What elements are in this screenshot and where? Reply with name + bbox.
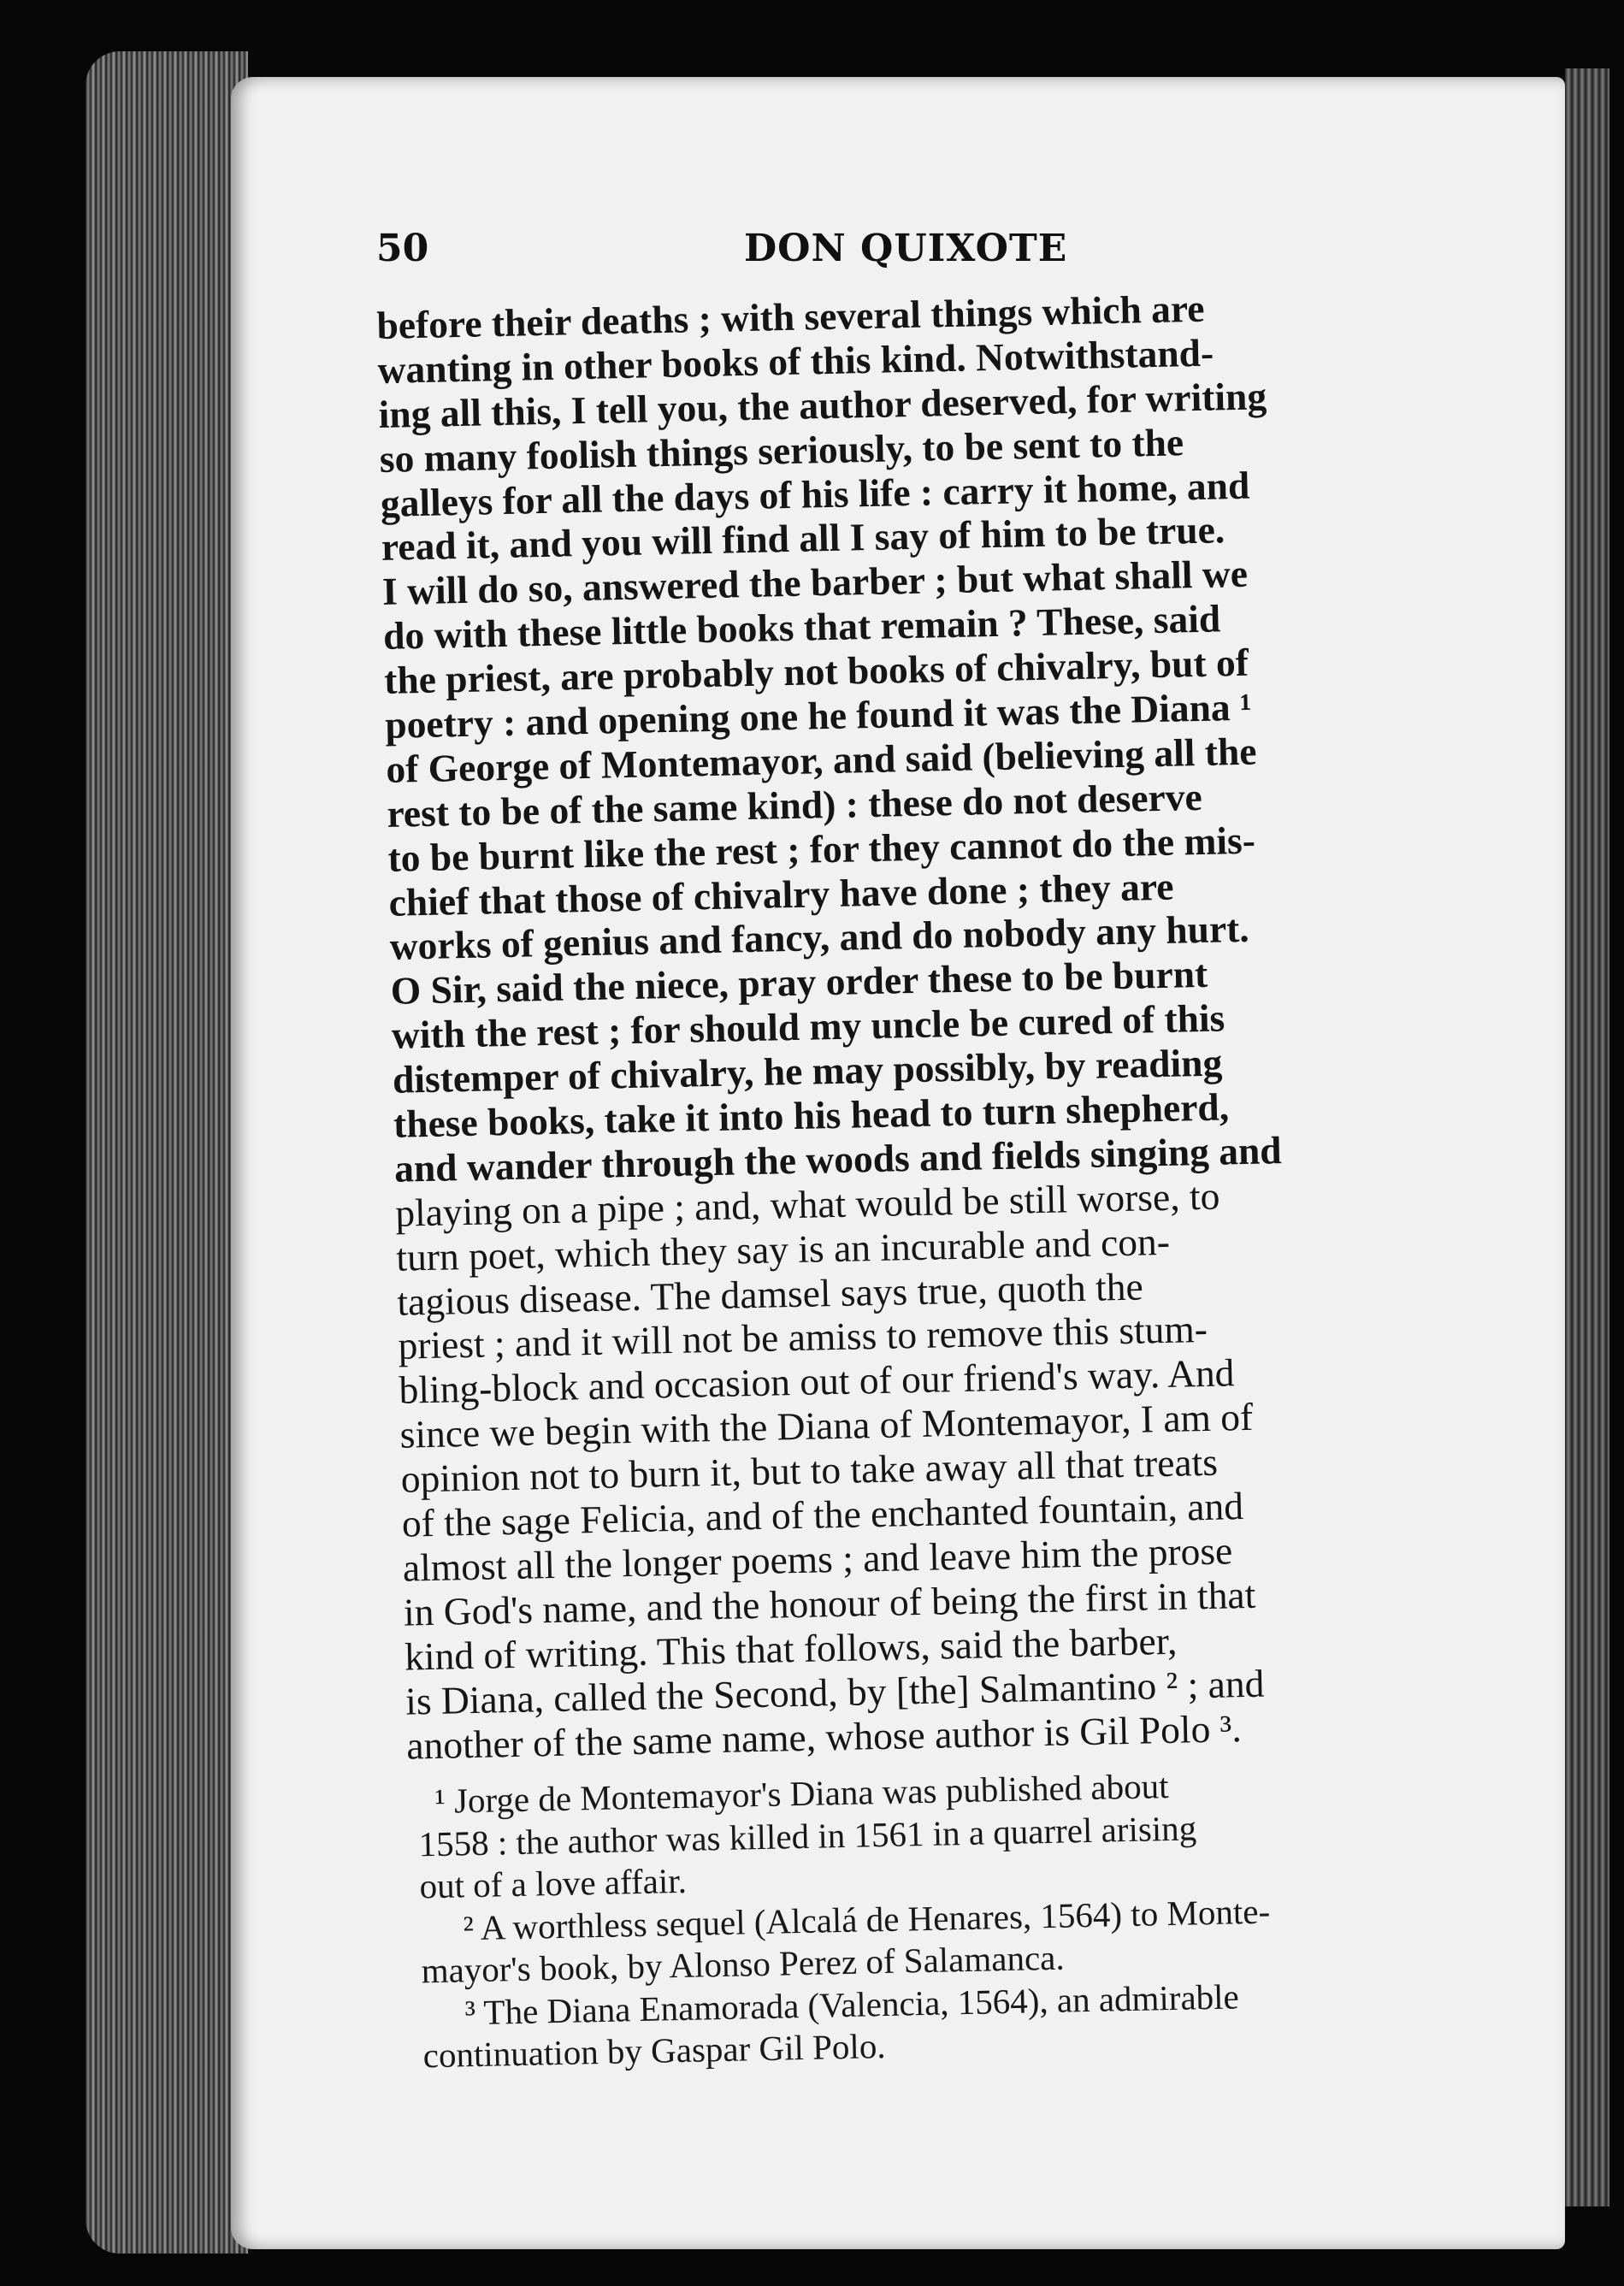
body-line: turn poet, which they say is an incurable and con- [395, 1219, 1171, 1279]
body-line: with the rest ; for should my uncle be cured of this [391, 995, 1225, 1058]
body-text [376, 281, 1519, 1768]
body-line: do with these little books that remain ? These, said [382, 596, 1221, 659]
body-line: almost all the longer poems ; and leave him the prose [402, 1528, 1233, 1590]
body-line: O Sir, said the niece, pray order these to be burnt [390, 952, 1208, 1013]
book-page-edges-right [1565, 68, 1609, 2206]
body-line: these books, take it into his head to turn shepherd, [393, 1084, 1230, 1146]
body-line: and wander through the woods and fields singing and [393, 1127, 1283, 1190]
body-line: before their deaths ; with several things which are [376, 286, 1205, 347]
footnote-line: mayor's book, by Alonso Perez of Salamanca. [421, 1937, 1066, 1991]
body-line: in God's name, and the honour of being the first in that [403, 1572, 1256, 1634]
body-line: priest ; and it will not be amiss to remove this stum- [397, 1307, 1208, 1368]
body-line: rest to be of the same kind) : these do not deserve [386, 774, 1203, 836]
body-line: poetry : and opening one he found it was the Diana ¹ [384, 684, 1253, 747]
footnote-line: continuation by Gaspar Gil Polo. [422, 2026, 887, 2076]
footnote-line: ³ The Diana Enamorada (Valencia, 1564), an admirable [464, 1976, 1240, 2032]
body-line: chief that those of chivalry have done ; they are [388, 864, 1174, 924]
body-line: of George of Montemayor, and said (believing all the [385, 729, 1257, 791]
body-line: works of genius and fancy, and do nobody any hurt. [389, 907, 1250, 969]
footnote-line: ² A worthless sequel (Alcalá de Henares, 1564) to Monte- [463, 1891, 1271, 1947]
book-page-edges-left [86, 51, 248, 2254]
body-line: I will do so, answered the barber ; but what shall we [381, 552, 1249, 614]
body-line: another of the same name, whose author is Gil Polo ³. [405, 1705, 1243, 1768]
body-line: since we begin with the Diana of Montemayor, I am of [399, 1395, 1254, 1456]
page-number: 50 [376, 227, 429, 270]
body-line: of the sage Felicia, and of the enchanted fountain, and [401, 1484, 1244, 1545]
body-line: to be burnt like the rest ; for they cannot do the mis- [387, 818, 1256, 880]
body-line: playing on a pipe ; and, what would be still worse, to [394, 1173, 1220, 1235]
body-line: so many foolish things seriously, to be sent to the [379, 419, 1184, 481]
body-line: opinion not to burn it, but to take away all that treats [400, 1439, 1219, 1501]
body-line: wanting in other books of this kind. Notwithstand- [377, 330, 1214, 392]
footnotes [418, 1757, 1535, 2076]
body-line: ing all this, I tell you, the author deserved, for writing [378, 374, 1267, 436]
body-line: galleys for all the days of his life : carry it home, and [380, 463, 1250, 525]
running-head: DON QUIXOTE [744, 227, 1068, 270]
body-line: the priest, are probably not books of chivalry, but of [383, 640, 1249, 703]
body-line: bling-block and occasion out of our friend's way. And [399, 1350, 1235, 1413]
footnote-line: out of a love affair. [419, 1860, 688, 1906]
body-line: is Diana, called the Second, by [the] Salmantino ² ; and [405, 1661, 1265, 1723]
body-line: tagious disease. The damsel says true, quoth the [396, 1264, 1144, 1324]
body-line: read it, and you will find all I say of him to be true. [381, 507, 1225, 570]
footnote-line: ¹ Jorge de Montemayor's Diana was published about [434, 1766, 1169, 1821]
footnote-line: 1558 : the author was killed in 1561 in a quarrel arising [418, 1807, 1197, 1864]
body-line: distemper of chivalry, he may possibly, by reading [392, 1040, 1223, 1102]
body-line: kind of writing. This that follows, said the barber, [404, 1618, 1178, 1679]
